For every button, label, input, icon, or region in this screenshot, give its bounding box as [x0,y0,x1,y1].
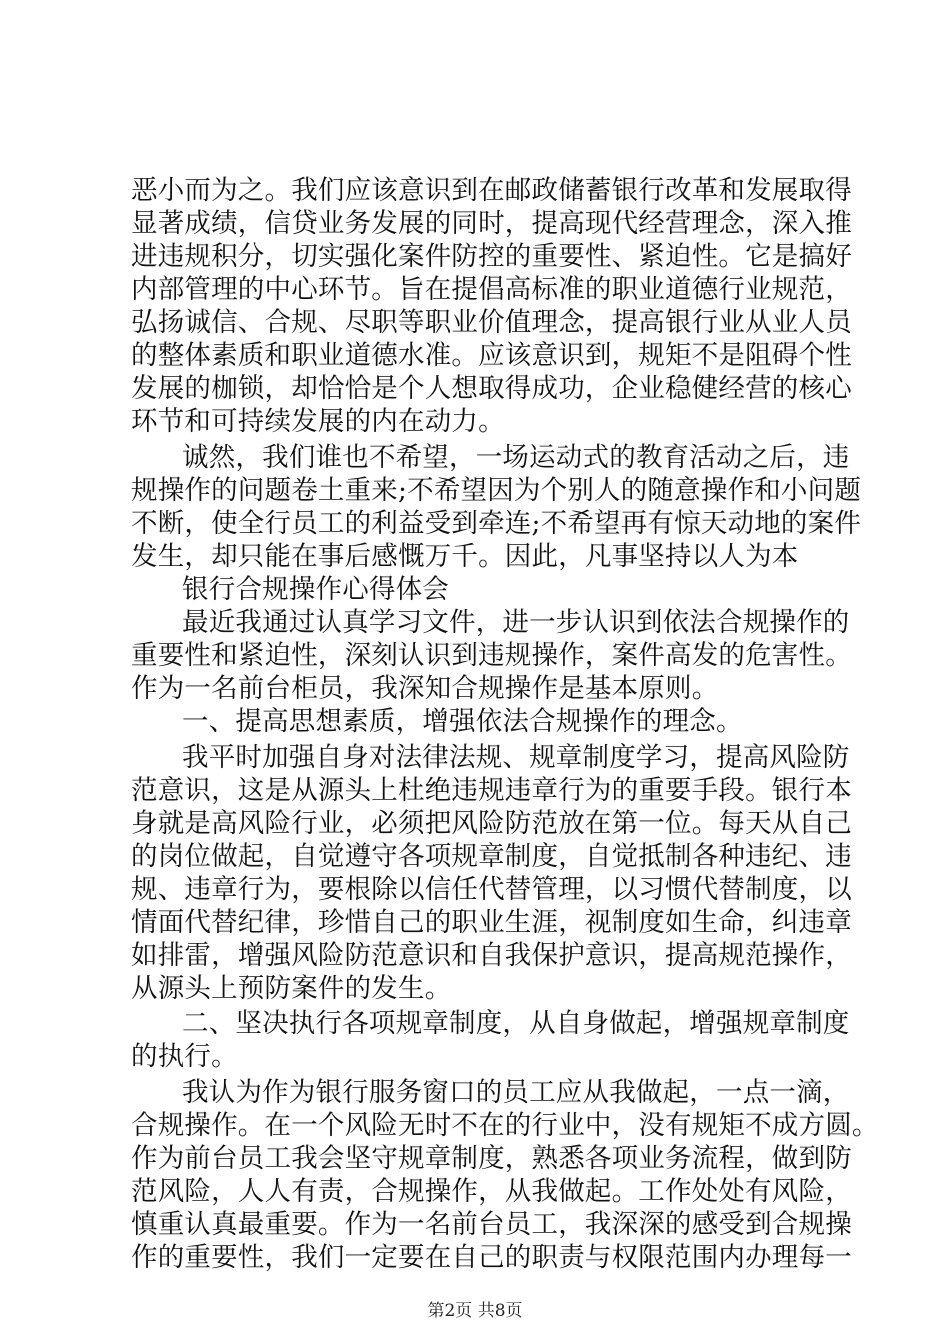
body-line: 如排雷，增强风险防范意识和自我保护意识，提高规范操作， [131,940,852,971]
body-line: 合规操作。在一个风险无时不在的行业中，没有规矩不成方圆。 [131,1110,879,1141]
subheading: 一、提高思想素质，增强依法合规操作的理念。 [182,706,743,737]
paragraph-first-line: 我平时加强自身对法律法规、规章制度学习，提高风险防 [182,742,850,773]
subheading: 二、坚决执行各项规章制度，从自身做起，增强规章制度 [182,1008,850,1039]
body-line: 规、违章行为，要根除以信任代替管理，以习惯代替制度，以 [131,874,852,905]
body-line: 重要性和紧迫性，深刻认识到违规操作，案件高发的危害性。 [131,640,852,671]
body-line: 不断，使全行员工的利益受到牵连;不希望再有惊天动地的案件 [131,508,862,539]
body-line: 发展的枷锁，却恰恰是个人想取得成功，企业稳健经营的核心 [131,373,852,404]
body-line: 规操作的问题卷土重来;不希望因为个别人的随意操作和小问题 [131,475,862,506]
section-title: 银行合规操作心得体会 [182,574,449,605]
body-line: 的执行。 [131,1041,238,1072]
body-line: 显著成绩，信贷业务发展的同时，提高现代经营理念，深入推 [131,208,852,239]
paragraph-first-line: 最近我通过认真学习文件，进一步认识到依法合规操作的 [182,607,850,638]
body-line: 内部管理的中心环节。旨在提倡高标准的职业道德行业规范， [131,274,852,305]
body-line: 的岗位做起，自觉遵守各项规章制度，自觉抵制各种违纪、违 [131,841,852,872]
paragraph-first-line: 诚然，我们谁也不希望，一场运动式的教育活动之后，违 [182,442,850,473]
body-line: 作为一名前台柜员，我深知合规操作是基本原则。 [131,673,719,704]
page-number-footer: 第2页 共8页 [427,1301,523,1321]
body-line: 身就是高风险行业，必须把风险防范放在第一位。每天从自己 [131,808,852,839]
body-line: 进违规积分，切实强化案件防控的重要性、紧迫性。它是搞好 [131,241,852,272]
body-line: 的整体素质和职业道德水准。应该意识到，规矩不是阻碍个性 [131,340,852,371]
body-line: 情面代替纪律，珍惜自己的职业生涯，视制度如生命，纠违章 [131,907,852,938]
body-line: 范风险，人人有责，合规操作，从我做起。工作处处有风险， [131,1176,852,1207]
body-line: 发生，却只能在事后感慨万千。因此，凡事坚持以人为本 [131,541,799,572]
body-line: 作为前台员工我会坚守规章制度，熟悉各项业务流程，做到防 [131,1143,852,1174]
body-line: 恶小而为之。我们应该意识到在邮政储蓄银行改革和发展取得 [131,175,852,206]
body-line: 弘扬诚信、合规、尽职等职业价值理念，提高银行业从业人员 [131,307,852,338]
body-line: 范意识，这是从源头上杜绝违规违章行为的重要手段。银行本 [131,775,852,806]
body-line: 慎重认真最重要。作为一名前台员工，我深深的感受到合规操 [131,1209,852,1240]
body-line: 作的重要性，我们一定要在自己的职责与权限范围内办理每一 [131,1242,852,1273]
body-line: 环节和可持续发展的内在动力。 [131,406,505,437]
paragraph-first-line: 我认为作为银行服务窗口的员工应从我做起，一点一滴， [182,1077,850,1108]
body-line: 从源头上预防案件的发生。 [131,973,452,1004]
